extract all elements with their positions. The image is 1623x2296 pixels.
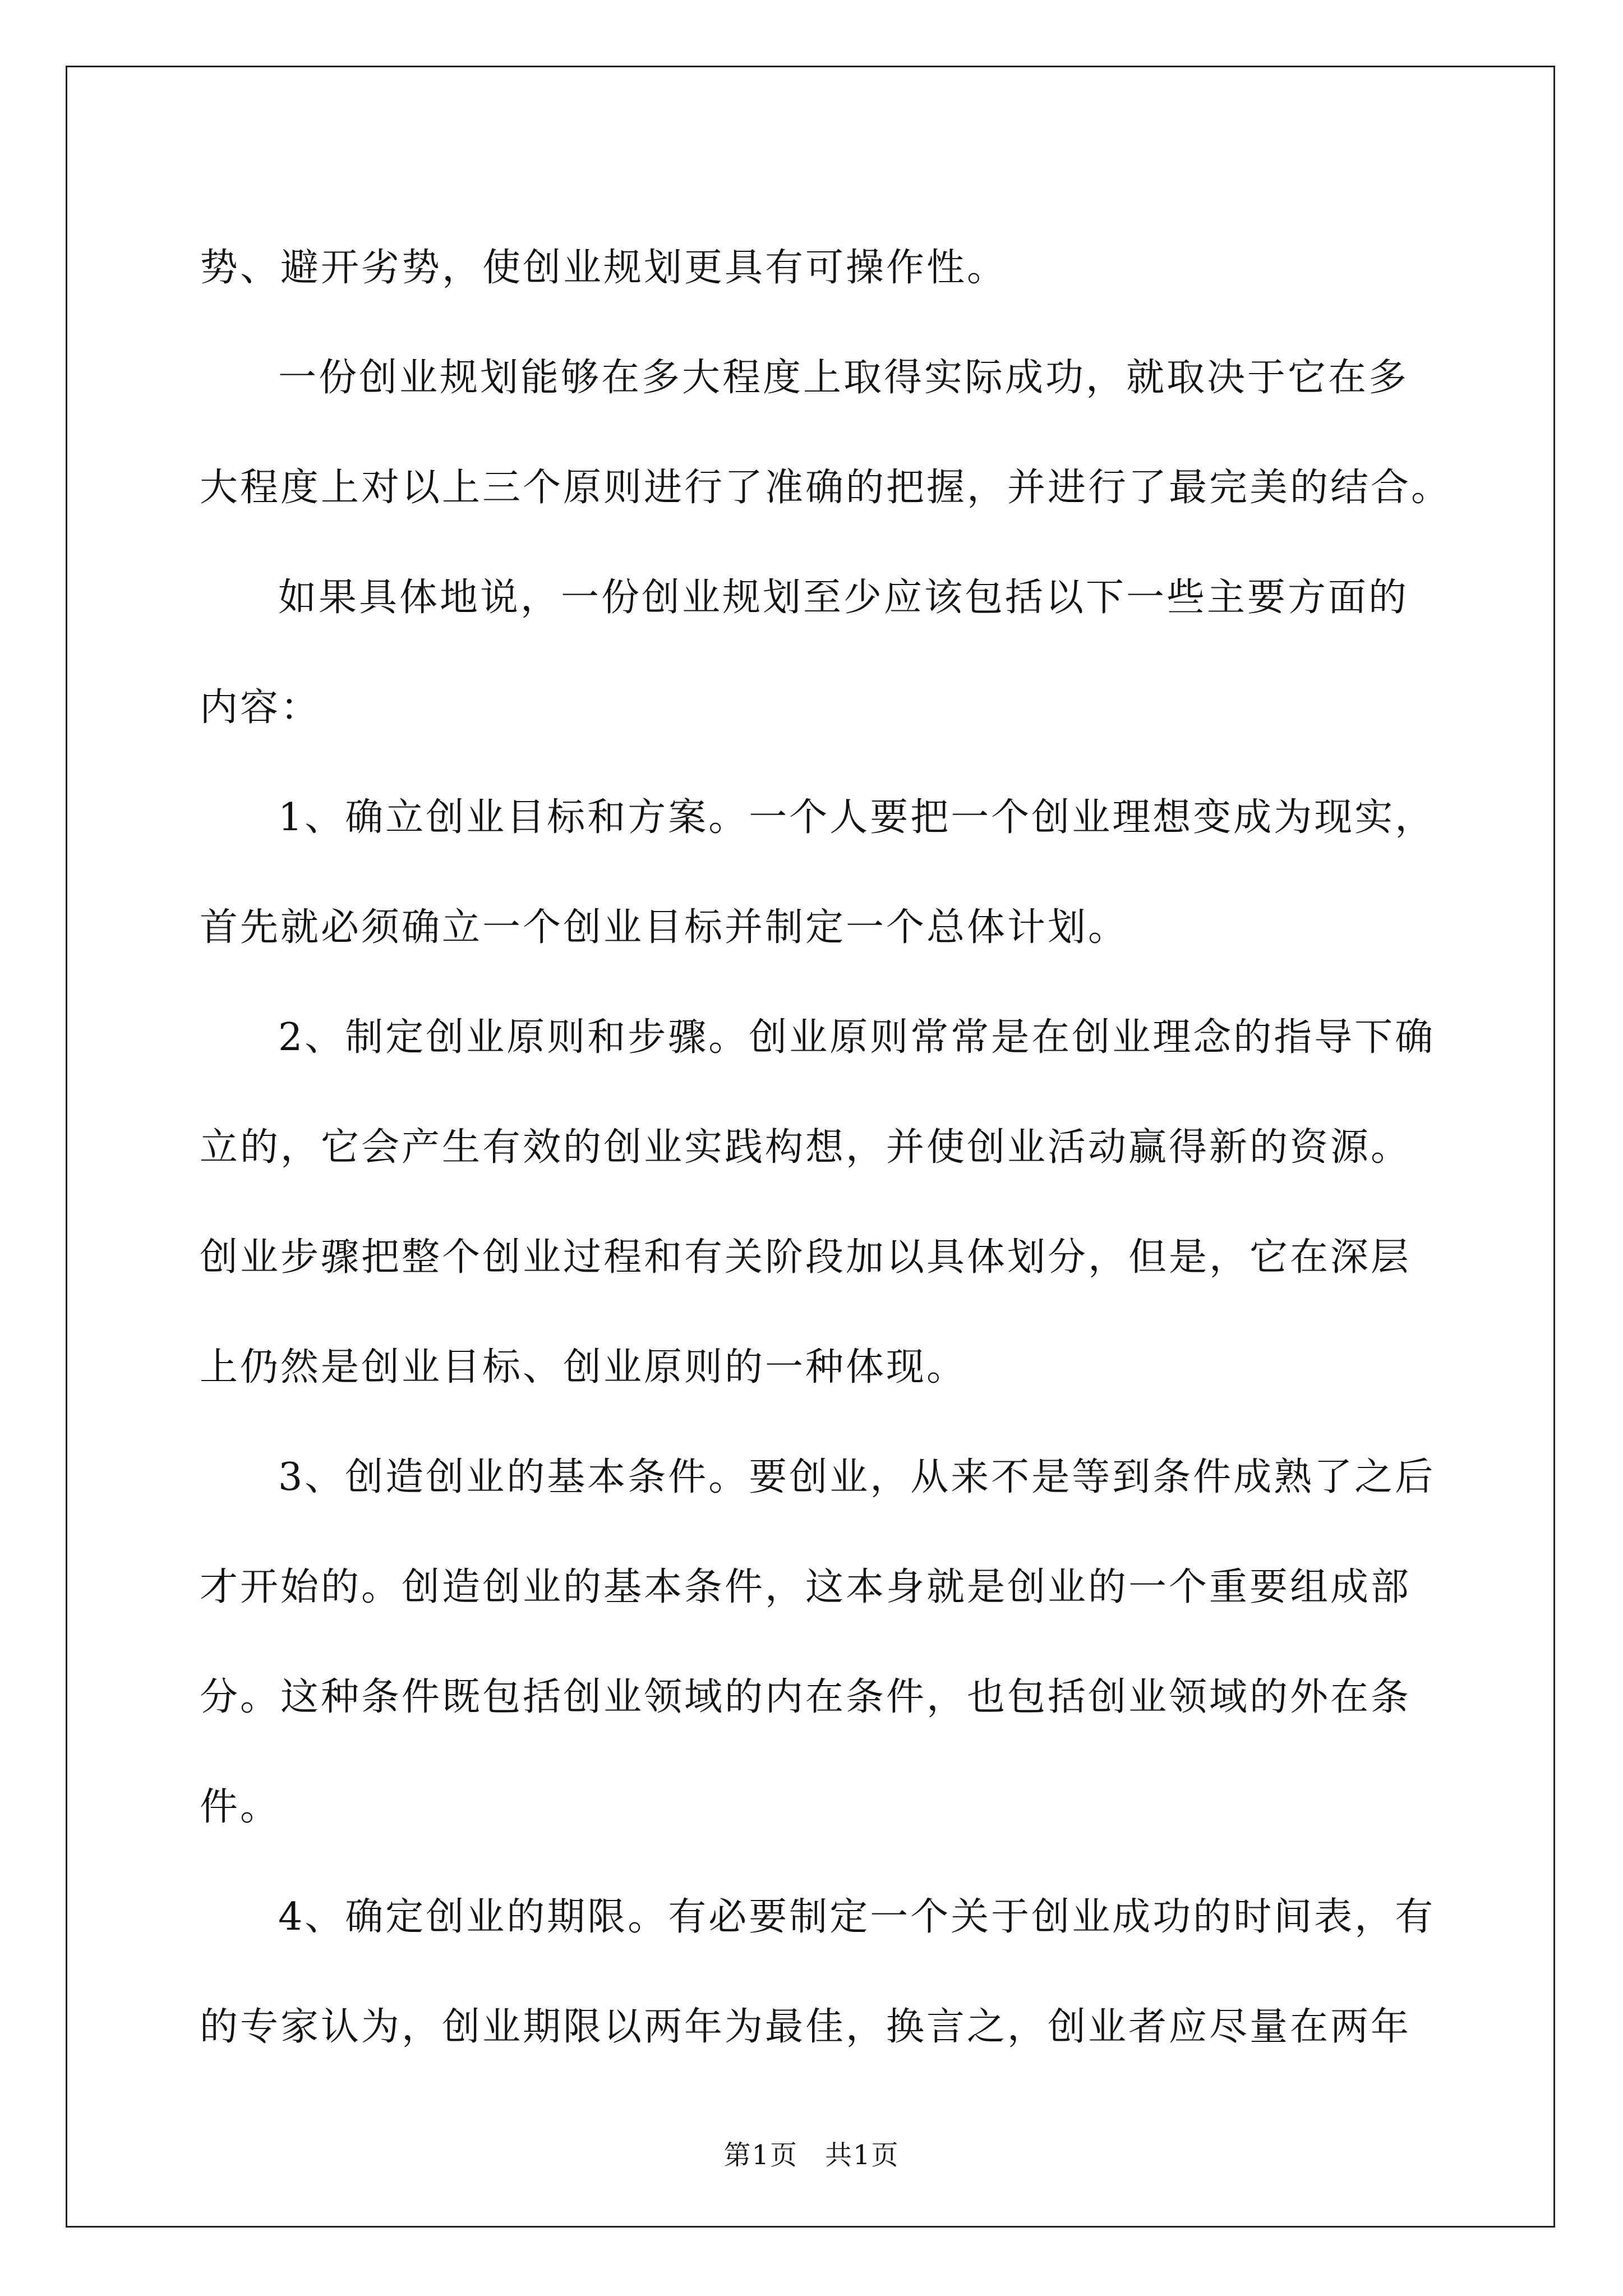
- list-item-1-line: 1、确立创业目标和方案。一个人要把一个创业理想变成为现实，: [278, 795, 1436, 840]
- paragraph-first-line: 如果具体地说，一份创业规划至少应该包括以下一些主要方面的: [278, 576, 1409, 620]
- text-line: 内容：: [200, 685, 321, 730]
- text-line: 首先就必须确立一个创业目标并制定一个总体计划。: [200, 905, 1129, 950]
- text-line: 创业步骤把整个创业过程和有关阶段加以具体划分，但是，它在深层: [200, 1235, 1412, 1280]
- list-item-2-line: 2、制定创业原则和步骤。创业原则常常是在创业理念的指导下确: [278, 1015, 1436, 1060]
- page-number-current: 第1页: [723, 2139, 798, 2171]
- list-item-4-line: 4、确定创业的期限。有必要制定一个关于创业成功的时间表，有: [278, 1895, 1436, 1939]
- list-item-3-line: 3、创造创业的基本条件。要创业，从来不是等到条件成熟了之后: [278, 1455, 1436, 1499]
- text-line: 件。: [200, 1785, 281, 1829]
- paragraph-first-line: 一份创业规划能够在多大程度上取得实际成功，就取决于它在多: [278, 356, 1409, 400]
- text-line: 立的，它会产生有效的创业实践构想，并使创业活动赢得新的资源。: [200, 1125, 1412, 1170]
- text-line: 上仍然是创业目标、创业原则的一种体现。: [200, 1345, 967, 1389]
- text-line: 大程度上对以上三个原则进行了准确的把握，并进行了最完美的结合。: [200, 466, 1452, 510]
- page-footer: [0, 2138, 1623, 2172]
- text-line: 才开始的。创造创业的基本条件，这本身就是创业的一个重要组成部: [200, 1565, 1412, 1609]
- page-number-total: 共1页: [825, 2139, 900, 2171]
- text-line: 势、避开劣势，使创业规划更具有可操作性。: [200, 246, 1008, 290]
- text-line: 分。这种条件既包括创业领域的内在条件，也包括创业领域的外在条: [200, 1675, 1412, 1719]
- document-body: [200, 213, 1452, 2082]
- text-line: 的专家认为，创业期限以两年为最佳，换言之，创业者应尽量在两年: [200, 2005, 1412, 2049]
